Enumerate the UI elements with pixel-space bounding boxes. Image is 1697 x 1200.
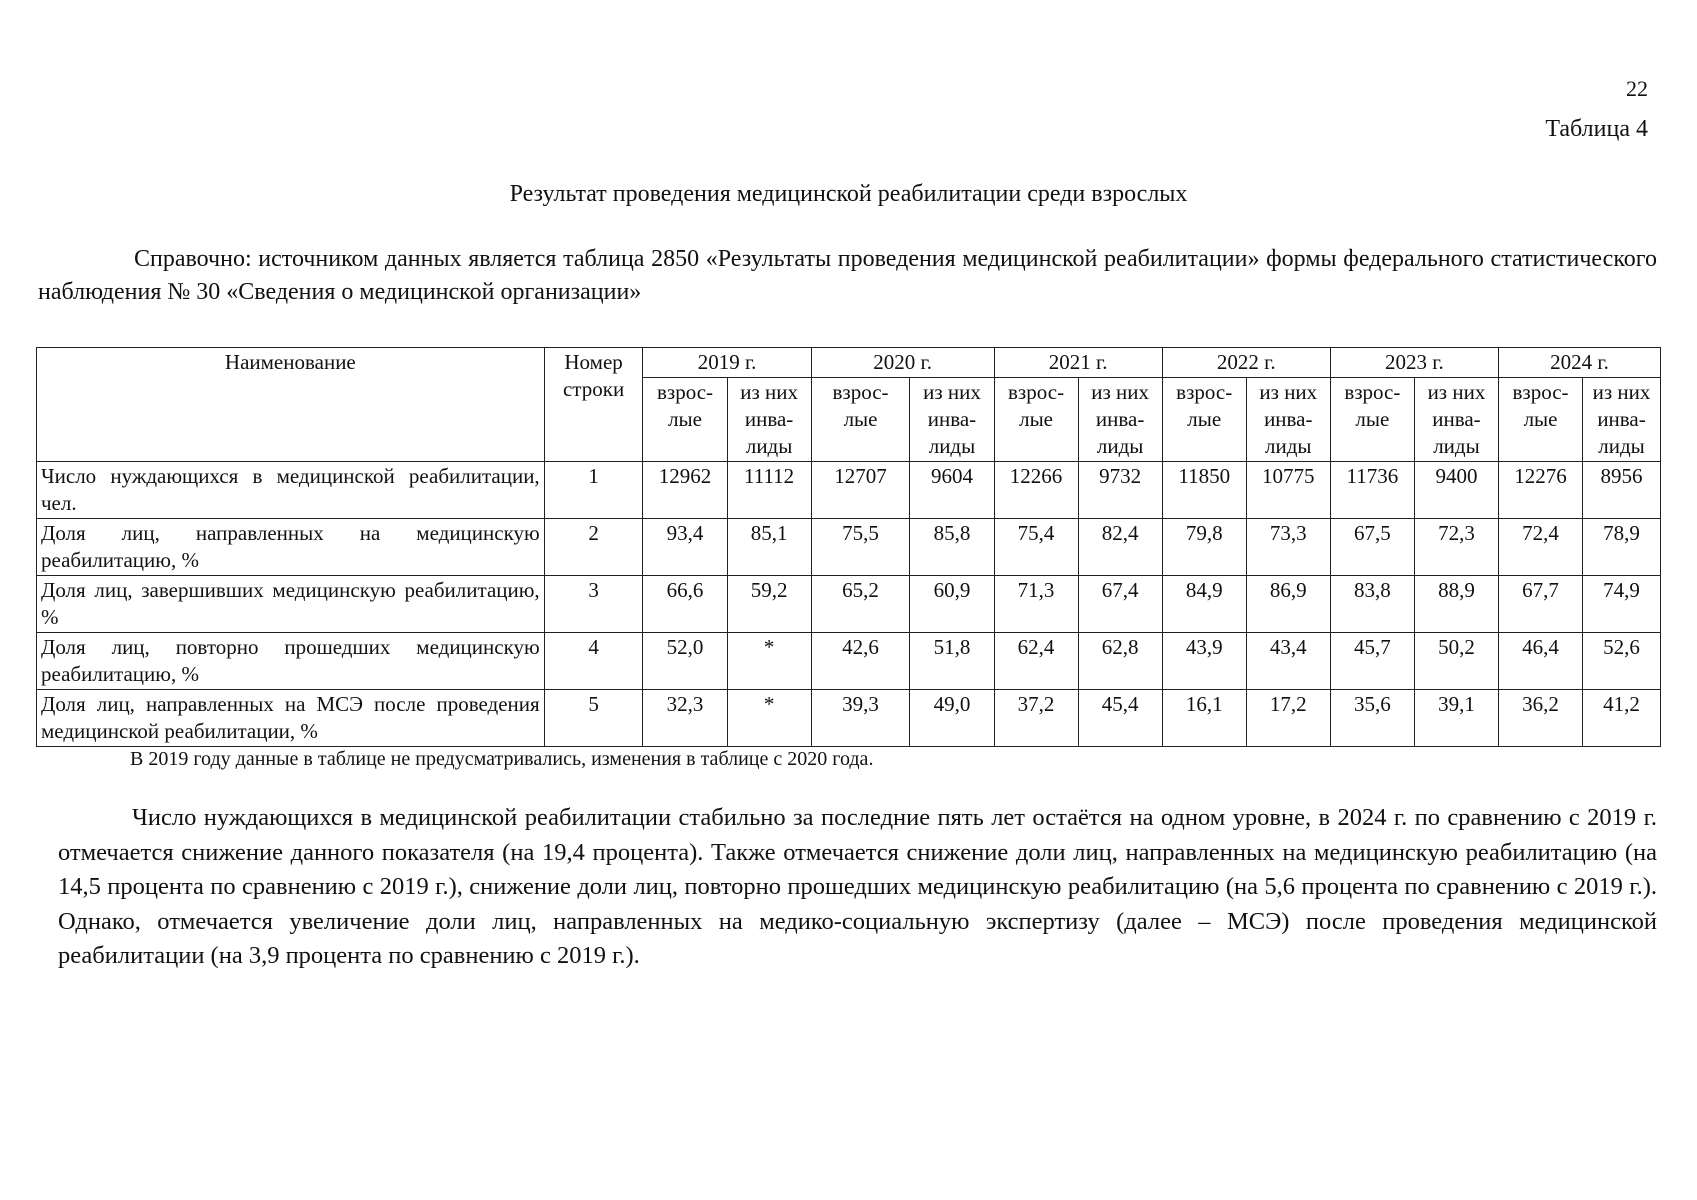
row-number: 5 — [544, 690, 643, 747]
table-cell: 36,2 — [1498, 690, 1582, 747]
table-cell: 49,0 — [910, 690, 994, 747]
table-cell: 35,6 — [1330, 690, 1414, 747]
header-year: 2019 г. — [643, 348, 811, 378]
subheader-adults: взрос-лые — [643, 378, 727, 462]
table-cell: 72,3 — [1414, 519, 1498, 576]
table-cell: 12276 — [1498, 462, 1582, 519]
table-cell: 12962 — [643, 462, 727, 519]
table-cell: 93,4 — [643, 519, 727, 576]
table-cell: 51,8 — [910, 633, 994, 690]
table-cell: 50,2 — [1414, 633, 1498, 690]
table-cell: 17,2 — [1246, 690, 1330, 747]
table-cell: 65,2 — [811, 576, 910, 633]
table-cell: 9400 — [1414, 462, 1498, 519]
table-cell: 67,4 — [1078, 576, 1162, 633]
subheader-adults: взрос-лые — [1162, 378, 1246, 462]
table-cell: 39,1 — [1414, 690, 1498, 747]
table-row — [37, 576, 1661, 633]
subheader-disabled: из них инва-лиды — [1078, 378, 1162, 462]
row-number: 3 — [544, 576, 643, 633]
table-cell: 62,4 — [994, 633, 1078, 690]
table-row — [37, 690, 1661, 747]
table-cell: 67,7 — [1498, 576, 1582, 633]
row-number: 1 — [544, 462, 643, 519]
table-cell: 85,1 — [727, 519, 811, 576]
table-cell: 16,1 — [1162, 690, 1246, 747]
table-row — [37, 519, 1661, 576]
table-cell: 78,9 — [1583, 519, 1661, 576]
table-cell: 59,2 — [727, 576, 811, 633]
header-year: 2020 г. — [811, 348, 994, 378]
page-number: 22 — [1626, 76, 1648, 101]
subheader-adults: взрос-лые — [811, 378, 910, 462]
table-cell: * — [727, 690, 811, 747]
table-cell: 42,6 — [811, 633, 910, 690]
table-header-row — [37, 348, 1661, 378]
table-cell: 85,8 — [910, 519, 994, 576]
subheader-disabled: из них инва-лиды — [910, 378, 994, 462]
subheader-disabled: из них инва-лиды — [727, 378, 811, 462]
header-name: Наименование — [37, 348, 545, 462]
table-cell: 46,4 — [1498, 633, 1582, 690]
table-footnote: В 2019 году данные в таблице не предусматривались, изменения в таблице с 2020 года. — [130, 748, 874, 770]
row-name: Доля лиц, направленных на медицинскую реабилитацию, % — [37, 519, 545, 576]
table-cell: 79,8 — [1162, 519, 1246, 576]
body-paragraph: Число нуждающихся в медицинской реабилитации стабильно за последние пять лет остаётся на одном уровне, в 2024 г. по сравнению с 2019 г. отмечается снижение данного показателя (на 19,4 процента). Также отмечается снижение доли лиц, направленных на медицинскую реабилитацию (на 14,5 процента по сравнению с 2019 г.), снижение доли лиц, повторно прошедших медицинскую реабилитацию (на 5,6 процента по сравнению с 2019 г.). Однако, отмечается увеличение доли лиц, направленных на медико-социальную экспертизу (далее – МСЭ) после проведения медицинской реабилитации (на 3,9 процента по сравнению с 2019 г.). — [58, 804, 1657, 969]
table-cell: 75,4 — [994, 519, 1078, 576]
header-year: 2022 г. — [1162, 348, 1330, 378]
table-cell: 72,4 — [1498, 519, 1582, 576]
row-name: Доля лиц, направленных на МСЭ после проведения медицинской реабилитации, % — [37, 690, 545, 747]
table-cell: 9732 — [1078, 462, 1162, 519]
header-row-number: Номер строки — [544, 348, 643, 462]
row-number: 4 — [544, 633, 643, 690]
table-cell: 88,9 — [1414, 576, 1498, 633]
subheader-disabled: из них инва-лиды — [1414, 378, 1498, 462]
table-cell: 12266 — [994, 462, 1078, 519]
table-cell: 67,5 — [1330, 519, 1414, 576]
header-year: 2023 г. — [1330, 348, 1498, 378]
table-cell: 11112 — [727, 462, 811, 519]
table-row — [37, 633, 1661, 690]
subheader-adults: взрос-лые — [1330, 378, 1414, 462]
document-title: Результат проведения медицинской реабилитации среди взрослых — [509, 181, 1188, 207]
reference-note: Справочно: источником данных является таблица 2850 «Результаты проведения медицинской реабилитации» формы федерального статистического наблюдения № 30 «Сведения о медицинской организации» — [38, 246, 1657, 305]
table-body — [37, 462, 1661, 747]
subheader-adults: взрос-лые — [994, 378, 1078, 462]
row-number: 2 — [544, 519, 643, 576]
table-cell: 73,3 — [1246, 519, 1330, 576]
table-cell: 41,2 — [1583, 690, 1661, 747]
subheader-disabled: из них инва-лиды — [1583, 378, 1661, 462]
table-cell: 62,8 — [1078, 633, 1162, 690]
table-cell: 83,8 — [1330, 576, 1414, 633]
header-year: 2021 г. — [994, 348, 1162, 378]
header-year: 2024 г. — [1498, 348, 1660, 378]
table-cell: 82,4 — [1078, 519, 1162, 576]
table-cell: 45,7 — [1330, 633, 1414, 690]
table-cell: 84,9 — [1162, 576, 1246, 633]
table-row — [37, 462, 1661, 519]
table-cell: 12707 — [811, 462, 910, 519]
table-cell: 52,6 — [1583, 633, 1661, 690]
table-cell: 10775 — [1246, 462, 1330, 519]
table-cell: 45,4 — [1078, 690, 1162, 747]
table-cell: 43,4 — [1246, 633, 1330, 690]
table-cell: 52,0 — [643, 633, 727, 690]
table-cell: 37,2 — [994, 690, 1078, 747]
table-cell: 74,9 — [1583, 576, 1661, 633]
results-table — [36, 347, 1661, 747]
subheader-disabled: из них инва-лиды — [1246, 378, 1330, 462]
table-cell: 11736 — [1330, 462, 1414, 519]
table-cell: 9604 — [910, 462, 994, 519]
table-cell: 11850 — [1162, 462, 1246, 519]
row-name: Доля лиц, повторно прошедших медицинскую реабилитацию, % — [37, 633, 545, 690]
table-cell: 60,9 — [910, 576, 994, 633]
table-cell: 66,6 — [643, 576, 727, 633]
table-cell: 43,9 — [1162, 633, 1246, 690]
row-name: Доля лиц, завершивших медицинскую реабилитацию, % — [37, 576, 545, 633]
table-cell: 8956 — [1583, 462, 1661, 519]
table-cell: 75,5 — [811, 519, 910, 576]
subheader-adults: взрос-лые — [1498, 378, 1582, 462]
table-caption: Таблица 4 — [1545, 116, 1648, 142]
row-name: Число нуждающихся в медицинской реабилитации, чел. — [37, 462, 545, 519]
table-cell: 32,3 — [643, 690, 727, 747]
table-cell: 39,3 — [811, 690, 910, 747]
table-cell: 71,3 — [994, 576, 1078, 633]
table-cell: 86,9 — [1246, 576, 1330, 633]
table-cell: * — [727, 633, 811, 690]
